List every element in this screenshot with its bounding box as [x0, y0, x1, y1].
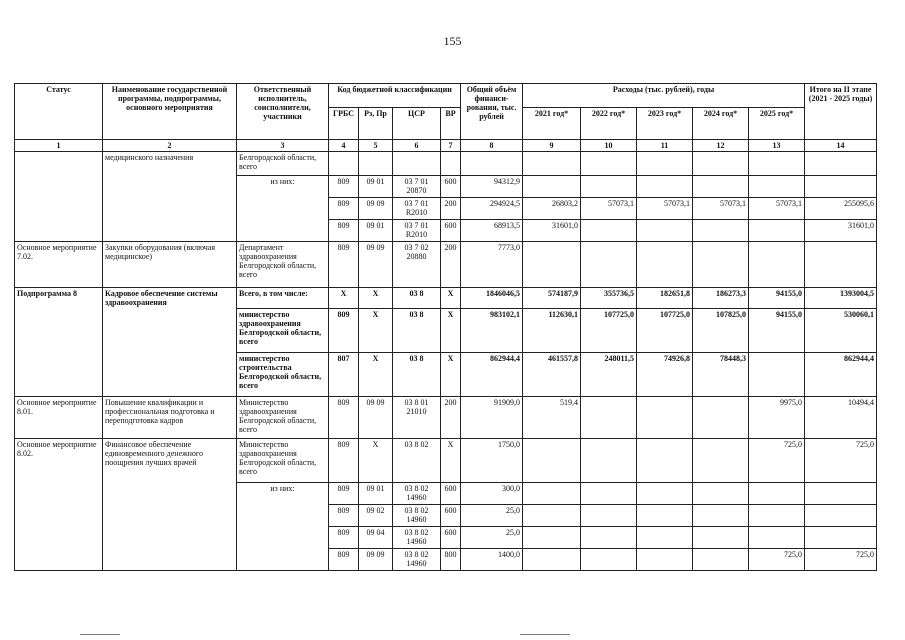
cell-y2024 [693, 482, 749, 504]
cell-resp [237, 198, 329, 220]
cell-rzpr: 09 01 [359, 482, 393, 504]
cell-y2021 [523, 482, 581, 504]
column-number: 11 [637, 140, 693, 152]
header-y2022: 2022 год* [581, 108, 637, 140]
cell-y2023: 107725,0 [637, 308, 693, 352]
cell-resp [237, 504, 329, 526]
cell-status [15, 198, 103, 220]
table-row [15, 352, 877, 396]
cell-grbs: 809 [329, 482, 359, 504]
cell-y2024: 107825,0 [693, 308, 749, 352]
cell-y2025: 94155,0 [749, 288, 805, 309]
cell-y2023: 74926,8 [637, 352, 693, 396]
cell-y2022 [581, 220, 637, 242]
cell-vr: 800 [441, 548, 461, 570]
cell-rzpr: 09 09 [359, 548, 393, 570]
cell-y2024 [693, 152, 749, 176]
cell-status [15, 504, 103, 526]
cell-status: Основное мероприятие 7.02. [15, 242, 103, 288]
cell-y2022 [581, 176, 637, 198]
column-number: 9 [523, 140, 581, 152]
cell-vr: 200 [441, 198, 461, 220]
cell-name: Кадровое обеспечение системы здравоохранения [103, 288, 237, 309]
cell-y2024 [693, 242, 749, 288]
cell-name: Финансовое обеспечение единовременного денежного поощрения лучших врачей [103, 438, 237, 482]
cell-total: 68913,5 [461, 220, 523, 242]
cell-y2023 [637, 396, 693, 438]
header-total: Общий объём финанси-рования, тыс. рублей [461, 84, 523, 140]
cell-csr: 03 8 02 [393, 438, 441, 482]
column-number: 13 [749, 140, 805, 152]
cell-y2021 [523, 438, 581, 482]
cell-rzpr: X [359, 438, 393, 482]
cell-resp [237, 548, 329, 570]
table-row [15, 220, 877, 242]
cell-rzpr: X [359, 308, 393, 352]
column-number: 2 [103, 140, 237, 152]
cell-rzpr: X [359, 288, 393, 309]
header-y2023: 2023 год* [637, 108, 693, 140]
cell-y2023 [637, 176, 693, 198]
cell-y2024 [693, 176, 749, 198]
cell-csr: 03 8 01 21010 [393, 396, 441, 438]
cell-y2021: 461557,8 [523, 352, 581, 396]
table-row [15, 242, 877, 288]
cell-total: 1846046,5 [461, 288, 523, 309]
cell-rzpr: 09 01 [359, 176, 393, 198]
cell-vr: 600 [441, 220, 461, 242]
cell-csr: 03 8 [393, 288, 441, 309]
cell-rzpr: 09 09 [359, 396, 393, 438]
cell-itogo [805, 526, 877, 548]
cell-csr: 03 7 01 R2010 [393, 198, 441, 220]
cell-csr: 03 8 [393, 352, 441, 396]
cell-itogo: 10494,4 [805, 396, 877, 438]
cell-y2024 [693, 526, 749, 548]
cell-y2021: 26803,2 [523, 198, 581, 220]
column-number: 7 [441, 140, 461, 152]
cell-total: 25,0 [461, 526, 523, 548]
header-status: Статус [15, 84, 103, 140]
cell-y2023: 182651,8 [637, 288, 693, 309]
cell-resp: Белгородской области, всего [237, 152, 329, 176]
cell-y2024: 78448,3 [693, 352, 749, 396]
column-number: 1 [15, 140, 103, 152]
table-row [15, 438, 877, 482]
cell-vr: 200 [441, 396, 461, 438]
cell-y2025 [749, 176, 805, 198]
cell-rzpr: 09 02 [359, 504, 393, 526]
table-body [15, 152, 877, 571]
cell-y2023 [637, 152, 693, 176]
cell-y2023: 57073,1 [637, 198, 693, 220]
cell-y2024: 186273,3 [693, 288, 749, 309]
header-expenses: Расходы (тыс. рублей), годы [523, 84, 805, 108]
cell-resp: министерство строительства Белгородской области, всего [237, 352, 329, 396]
header-responsible: Ответственный исполнитель, соисполнители, участники [237, 84, 329, 140]
cell-y2024 [693, 220, 749, 242]
cell-y2021: 519,4 [523, 396, 581, 438]
cell-grbs: 809 [329, 526, 359, 548]
table-row [15, 288, 877, 309]
cell-status [15, 308, 103, 352]
header-y2025: 2025 год* [749, 108, 805, 140]
cell-y2022: 57073,1 [581, 198, 637, 220]
column-number: 12 [693, 140, 749, 152]
cell-y2021 [523, 504, 581, 526]
cell-total: 862944,4 [461, 352, 523, 396]
cell-name [103, 198, 237, 220]
table-row [15, 482, 877, 504]
cell-vr: 600 [441, 176, 461, 198]
cell-total: 1400,0 [461, 548, 523, 570]
cell-y2025 [749, 242, 805, 288]
cell-resp: Министерство здравоохранения Белгородской области, всего [237, 438, 329, 482]
cell-y2023 [637, 438, 693, 482]
cell-resp: Всего, в том числе: [237, 288, 329, 309]
cell-y2022: 355736,5 [581, 288, 637, 309]
cell-resp: из них: [237, 482, 329, 504]
cell-vr: X [441, 352, 461, 396]
column-number: 10 [581, 140, 637, 152]
cell-csr: 03 8 02 14960 [393, 504, 441, 526]
cell-y2023 [637, 526, 693, 548]
table-row [15, 526, 877, 548]
cell-grbs [329, 152, 359, 176]
budget-table [14, 83, 877, 571]
cell-itogo: 725,0 [805, 438, 877, 482]
cell-itogo [805, 482, 877, 504]
cell-grbs: 809 [329, 548, 359, 570]
column-number-row [15, 140, 877, 152]
cell-grbs: 809 [329, 198, 359, 220]
scan-mark [80, 634, 120, 635]
cell-grbs: 809 [329, 220, 359, 242]
table-row [15, 504, 877, 526]
cell-csr: 03 8 02 14960 [393, 482, 441, 504]
cell-y2025 [749, 352, 805, 396]
cell-y2022 [581, 396, 637, 438]
cell-total: 300,0 [461, 482, 523, 504]
cell-name: медицинского назначения [103, 152, 237, 176]
cell-total: 1750,0 [461, 438, 523, 482]
cell-y2021 [523, 526, 581, 548]
cell-name [103, 308, 237, 352]
cell-status [15, 220, 103, 242]
scan-mark [520, 634, 570, 635]
cell-name: Повышение квалификации и профессиональная подготовка и переподготовка кадров [103, 396, 237, 438]
cell-y2025 [749, 504, 805, 526]
column-number: 3 [237, 140, 329, 152]
cell-status [15, 548, 103, 570]
cell-y2025 [749, 526, 805, 548]
cell-itogo: 530060,1 [805, 308, 877, 352]
page-number: 155 [443, 34, 462, 48]
cell-itogo: 255095,6 [805, 198, 877, 220]
cell-y2024 [693, 438, 749, 482]
table-row [15, 396, 877, 438]
cell-total: 25,0 [461, 504, 523, 526]
cell-itogo [805, 176, 877, 198]
cell-itogo [805, 152, 877, 176]
cell-y2025 [749, 152, 805, 176]
cell-grbs: 809 [329, 396, 359, 438]
cell-y2025: 725,0 [749, 548, 805, 570]
cell-name: Закупки оборудования (включая медицинское) [103, 242, 237, 288]
column-number: 4 [329, 140, 359, 152]
cell-csr: 03 8 02 14960 [393, 548, 441, 570]
header-grbs: ГРБС [329, 108, 359, 140]
cell-itogo [805, 504, 877, 526]
cell-y2022 [581, 504, 637, 526]
cell-vr: 600 [441, 482, 461, 504]
cell-rzpr: 09 01 [359, 220, 393, 242]
cell-status [15, 526, 103, 548]
cell-y2025 [749, 482, 805, 504]
cell-total: 983102,1 [461, 308, 523, 352]
cell-y2025: 57073,1 [749, 198, 805, 220]
cell-grbs: 809 [329, 438, 359, 482]
cell-itogo: 862944,4 [805, 352, 877, 396]
cell-grbs: 807 [329, 352, 359, 396]
header-budget-code: Код бюджетной классификации [329, 84, 461, 108]
cell-vr: 600 [441, 504, 461, 526]
cell-status [15, 152, 103, 176]
cell-total: 91909,0 [461, 396, 523, 438]
cell-y2022 [581, 242, 637, 288]
cell-total: 94312,9 [461, 176, 523, 198]
cell-y2022 [581, 526, 637, 548]
column-number: 14 [805, 140, 877, 152]
cell-vr: 200 [441, 242, 461, 288]
cell-grbs: 809 [329, 504, 359, 526]
cell-y2025: 94155,0 [749, 308, 805, 352]
cell-vr: X [441, 438, 461, 482]
header-csr: ЦСР [393, 108, 441, 140]
cell-status [15, 482, 103, 504]
cell-y2024: 57073,1 [693, 198, 749, 220]
cell-y2023 [637, 220, 693, 242]
header-name: Наименование государственной программы, подпрограммы, основного мероприятия [103, 84, 237, 140]
column-number: 6 [393, 140, 441, 152]
cell-resp: Департамент здравоохранения Белгородской области, всего [237, 242, 329, 288]
cell-y2023 [637, 504, 693, 526]
cell-resp: Министерство здравоохранения Белгородской области, всего [237, 396, 329, 438]
cell-y2022: 107725,0 [581, 308, 637, 352]
cell-csr [393, 152, 441, 176]
cell-vr: 600 [441, 526, 461, 548]
cell-y2022 [581, 438, 637, 482]
cell-itogo: 1393004,5 [805, 288, 877, 309]
cell-rzpr: 09 04 [359, 526, 393, 548]
cell-resp: министерство здравоохранения Белгородской области, всего [237, 308, 329, 352]
cell-itogo [805, 242, 877, 288]
table-row [15, 548, 877, 570]
cell-y2022 [581, 152, 637, 176]
cell-csr: 03 7 01 R2010 [393, 220, 441, 242]
cell-vr: X [441, 288, 461, 309]
cell-y2024 [693, 504, 749, 526]
cell-rzpr: 09 09 [359, 242, 393, 288]
cell-total [461, 152, 523, 176]
cell-y2021 [523, 176, 581, 198]
cell-y2022: 248011,5 [581, 352, 637, 396]
cell-y2021 [523, 548, 581, 570]
cell-y2023 [637, 242, 693, 288]
cell-csr: 03 8 02 14960 [393, 526, 441, 548]
cell-vr [441, 152, 461, 176]
cell-status: Подпрограмма 8 [15, 288, 103, 309]
cell-status [15, 176, 103, 198]
cell-y2022 [581, 482, 637, 504]
cell-status: Основное мероприятие 8.02. [15, 438, 103, 482]
cell-resp [237, 526, 329, 548]
cell-rzpr [359, 152, 393, 176]
cell-y2022 [581, 548, 637, 570]
cell-grbs: 809 [329, 176, 359, 198]
table-row [15, 198, 877, 220]
cell-status: Основное мероприятие 8.01. [15, 396, 103, 438]
column-number: 5 [359, 140, 393, 152]
cell-total: 7773,0 [461, 242, 523, 288]
cell-itogo: 725,0 [805, 548, 877, 570]
cell-y2025 [749, 220, 805, 242]
header-vr: ВР [441, 108, 461, 140]
cell-vr: X [441, 308, 461, 352]
header-y2021: 2021 год* [523, 108, 581, 140]
cell-y2024 [693, 396, 749, 438]
header-itogo: Итого на II этапе (2021 - 2025 годы) [805, 84, 877, 140]
cell-resp: из них: [237, 176, 329, 198]
cell-resp [237, 220, 329, 242]
table-row [15, 176, 877, 198]
cell-y2023 [637, 548, 693, 570]
cell-grbs: X [329, 288, 359, 309]
cell-rzpr: 09 09 [359, 198, 393, 220]
cell-name [103, 526, 237, 548]
cell-grbs: 809 [329, 242, 359, 288]
cell-y2024 [693, 548, 749, 570]
cell-y2021 [523, 152, 581, 176]
cell-csr: 03 7 02 20880 [393, 242, 441, 288]
cell-name [103, 220, 237, 242]
cell-y2025: 9975,0 [749, 396, 805, 438]
cell-y2021: 31601,0 [523, 220, 581, 242]
cell-name [103, 548, 237, 570]
cell-grbs: 809 [329, 308, 359, 352]
cell-rzpr: X [359, 352, 393, 396]
table-row [15, 308, 877, 352]
cell-y2021: 112630,1 [523, 308, 581, 352]
cell-y2021 [523, 242, 581, 288]
cell-csr: 03 7 01 20870 [393, 176, 441, 198]
cell-name [103, 482, 237, 504]
cell-csr: 03 8 [393, 308, 441, 352]
header-rzpr: Рз, Пр [359, 108, 393, 140]
cell-name [103, 352, 237, 396]
cell-name [103, 176, 237, 198]
cell-y2023 [637, 482, 693, 504]
table-row [15, 152, 877, 176]
cell-y2025: 725,0 [749, 438, 805, 482]
cell-status [15, 352, 103, 396]
cell-itogo: 31601,0 [805, 220, 877, 242]
header-y2024: 2024 год* [693, 108, 749, 140]
cell-name [103, 504, 237, 526]
cell-total: 294924,5 [461, 198, 523, 220]
cell-y2021: 574187,9 [523, 288, 581, 309]
column-number: 8 [461, 140, 523, 152]
